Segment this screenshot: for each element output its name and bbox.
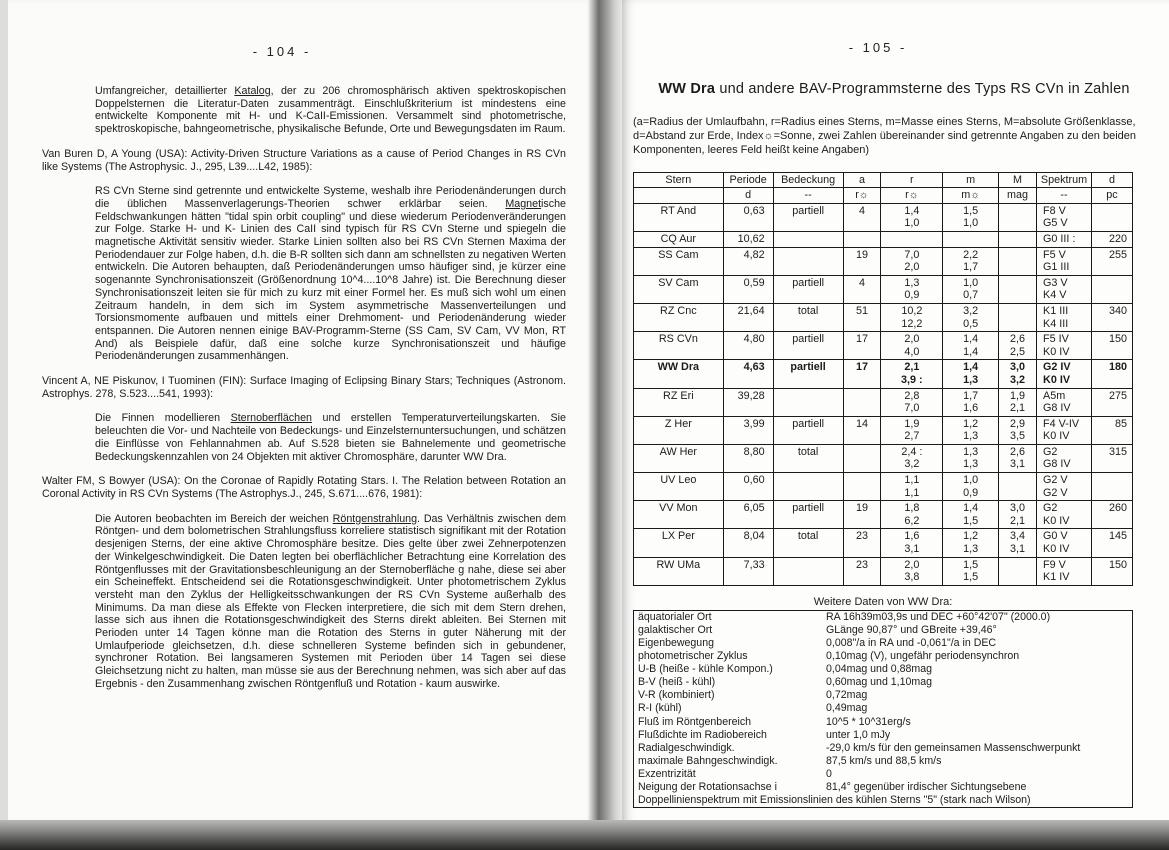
scan-left-edge — [0, 0, 8, 850]
table-cell — [773, 473, 843, 501]
star-row — [634, 444, 1133, 472]
detail-row — [634, 663, 1133, 676]
table-cell: 0,60 — [723, 473, 773, 501]
star-row — [634, 473, 1133, 501]
table-cell: 23 — [843, 529, 881, 557]
table-cell: partiell — [773, 416, 843, 444]
detail-value: 0,72mag — [826, 689, 868, 702]
table-cell: 1,9 2,7 — [881, 416, 943, 444]
table-cell: 2,6 3,1 — [999, 444, 1037, 472]
column-header: mag — [999, 188, 1037, 204]
column-header: a — [843, 172, 881, 188]
table-cell: 1,1 1,1 — [881, 473, 943, 501]
table-cell: 6,05 — [723, 501, 773, 529]
column-header: r☼ — [843, 188, 881, 204]
page-105 — [622, 0, 1169, 832]
table-cell: AW Her — [634, 444, 724, 472]
table-cell: 23 — [843, 557, 881, 585]
detail-label: Flußdichte im Radiobereich — [638, 728, 767, 741]
star-row — [634, 557, 1133, 585]
table-cell: F8 V G5 V — [1037, 203, 1092, 231]
table-cell: G0 III : — [1037, 231, 1092, 247]
page-104 — [8, 0, 596, 822]
star-row — [634, 388, 1133, 416]
table-cell: 1,3 1,3 — [943, 444, 999, 472]
star-row — [634, 247, 1133, 275]
table-cell: RT And — [634, 203, 724, 231]
table-cell: 2,8 7,0 — [881, 388, 943, 416]
table-cell: 1,4 1,0 — [881, 203, 943, 231]
table-cell: 1,4 1,5 — [943, 501, 999, 529]
table-cell: RZ Cnc — [634, 303, 724, 331]
detail-row — [634, 742, 1133, 755]
table-cell: 4,63 — [723, 360, 773, 388]
table-cell: 8,80 — [723, 444, 773, 472]
page-number-right: - 105 - — [848, 40, 908, 55]
table-cell — [881, 231, 943, 247]
star-row — [634, 203, 1133, 231]
table-cell — [773, 247, 843, 275]
table-cell: 10,62 — [723, 231, 773, 247]
detail-value: 0,10mag (V), ungefähr periodensynchron — [826, 650, 1020, 663]
table-cell: SS Cam — [634, 247, 724, 275]
table-cell: G3 V K4 V — [1037, 275, 1092, 303]
table-cell: G2 G8 IV — [1037, 444, 1092, 472]
detail-label: galaktischer Ort — [638, 623, 713, 636]
column-header: d — [723, 188, 773, 204]
table-cell — [773, 231, 843, 247]
table-cell: VV Mon — [634, 501, 724, 529]
column-header: Bedeckung — [773, 172, 843, 188]
table-cell: 4,80 — [723, 332, 773, 360]
underlined-term: Sternoberflächen — [230, 412, 312, 425]
stars-table — [633, 172, 1133, 586]
table-cell — [999, 303, 1037, 331]
table-cell: 51 — [843, 303, 881, 331]
table-cell: 7,33 — [723, 557, 773, 585]
detail-label: äquatorialer Ort — [638, 610, 712, 623]
detail-label: B-V (heiß - kühl) — [638, 676, 716, 689]
column-header: r — [881, 172, 943, 188]
table-title — [633, 81, 1155, 97]
paragraph — [95, 513, 566, 691]
table-cell: 17 — [843, 360, 881, 388]
table-cell: 2,1 3,9 : — [881, 360, 943, 388]
citation — [42, 148, 566, 173]
detail-row — [634, 729, 1133, 742]
table-cell — [943, 231, 999, 247]
table-cell: total — [773, 444, 843, 472]
table-cell: 1,3 0,9 — [881, 275, 943, 303]
table-cell: total — [773, 529, 843, 557]
table-cell: 1,5 1,5 — [943, 557, 999, 585]
table-cell: RZ Eri — [634, 388, 724, 416]
detail-row — [634, 624, 1133, 637]
star-row — [634, 275, 1133, 303]
column-header: r☼ — [881, 188, 943, 204]
table-cell — [1092, 203, 1133, 231]
text-run: Walter FM, S Bowyer (USA): On the Coronae of Rapidly Rotating Stars. I. The Relation between Rotation an Coronal Activity in RS CVn Systems (The Astrophys.J., 245, S.671....676, 1981): — [42, 475, 566, 500]
detail-value: 0 — [826, 767, 832, 780]
table-cell — [1092, 473, 1133, 501]
detail-value: unter 1,0 mJy — [826, 728, 891, 741]
table-legend: (a=Radius der Umlaufbahn, r=Radius eines Sterns, m=Masse eines Sterns, M=absolute Größenklasse, d=Abstand zur Erde, Index☼=Sonne, zwei Zahlen übereinander sind getrennte Angaben zu den beiden Komponenten, leeres Feld heißt keine Angaben) — [633, 116, 1136, 157]
table-cell: 145 — [1092, 529, 1133, 557]
text-run: RS CVn Sterne sind getrennte und entwickelte Systeme, weshalb ihre Periodenänderungen durch die üblichen Massenverlagerungs-Theorien schwer erklärbar seien. — [95, 185, 566, 210]
details-heading: Weitere Daten von WW Dra: — [813, 595, 953, 608]
text-run: Umfangreicher, detaillierter — [95, 85, 235, 97]
detail-label: photometrischer Zyklus — [638, 650, 748, 663]
table-cell — [999, 247, 1037, 275]
table-cell — [843, 388, 881, 416]
table-cell — [843, 473, 881, 501]
table-cell: F9 V K1 IV — [1037, 557, 1092, 585]
table-cell: G2 IV K0 IV — [1037, 360, 1092, 388]
citation — [42, 475, 566, 500]
column-header: -- — [1037, 188, 1092, 204]
table-cell: UV Leo — [634, 473, 724, 501]
table-cell: 2,9 3,5 — [999, 416, 1037, 444]
detail-label: V-R (kombiniert) — [638, 689, 715, 702]
table-cell: 2,2 1,7 — [943, 247, 999, 275]
table-cell: 260 — [1092, 501, 1133, 529]
table-cell: A5m G8 IV — [1037, 388, 1092, 416]
star-row — [634, 416, 1133, 444]
text-run: Van Buren D, A Young (USA): Activity-Driven Structure Variations as a cause of Period Changes in RS CVn like Systems (The Astrophysic. J., 295, L39....L42, 1985): — [42, 147, 566, 173]
detail-label: Neigung der Rotationsachse i — [638, 781, 777, 794]
table-cell: 2,0 4,0 — [881, 332, 943, 360]
table-cell — [773, 388, 843, 416]
table-cell: 3,0 2,1 — [999, 501, 1037, 529]
detail-row — [634, 676, 1133, 689]
text-run: . Das Verhältnis zwischen dem Röntgen- und dem bolometrischen Strahlungsfluss korreliere statistisch signifikant mit der Rotation desjenigen Sterns, der eine aktive Chromosphäre besitze. Dies gelte über zwei Zehnerpotenzen der Winkelgeschwindigkeit. Die Daten legten bei oberflächlicher Betrachtung eine Korrelation des Röntgenflusses mit der Gravitationsbeschleunigung an der Sternoberfläche g nahe, diese sei aber ein Scheineffekt. Entscheidend sei die Rotationsgeschwindigkeit. Unter photometrischem Zyklus versteht man den Zyklus der Helligkeitsschwankungen der RS CVn Systeme außerhalb des Minimums. Da man diese als Effekte von Flecken interpretiere, die sich mit dem Stern drehen, lasse sich aus ihnen die Rotationsgeschwindigkeit des Sterns direkt ableiten. Bei Sternen mit Perioden unter 14 Tagen könne man die Rotation des Sterns in guter Näherung mit der Umlaufperiode gleichsetzen, d.h. diese schnelleren Systeme befinden sich in gebundener, synchroner Rotation. Bei langsameren Systemen mit Perioden über 14 Tagen sei diese Gleichsetzung nicht zu halten, man müsse sie aus der Berechnung nehmen, was sich aber auf das Ergebnis - den Zusammenhang zwischen Röntgenfluß und Rotation - kaum auswirke. — [95, 512, 566, 690]
underlined-term: Katalog — [234, 85, 271, 97]
table-cell: 3,0 3,2 — [999, 360, 1037, 388]
table-cell: 275 — [1092, 388, 1133, 416]
star-row — [634, 501, 1133, 529]
detail-value: RA 16h39m03,9s und DEC +60°42'07" (2000.0) — [826, 610, 1051, 623]
paragraph — [95, 412, 566, 463]
table-cell: K1 III K4 III — [1037, 303, 1092, 331]
detail-row — [634, 637, 1133, 650]
table-cell: 1,7 1,6 — [943, 388, 999, 416]
table-cell — [773, 557, 843, 585]
unit-row — [634, 188, 1133, 204]
detail-value: 0,49mag — [826, 702, 868, 715]
detail-footer-row — [634, 794, 1133, 808]
table-cell: partiell — [773, 360, 843, 388]
table-cell: 315 — [1092, 444, 1133, 472]
column-header: -- — [773, 188, 843, 204]
left-page-text — [8, 59, 596, 691]
detail-label: Radialgeschwindigk. — [638, 741, 735, 754]
column-header: Periode — [723, 172, 773, 188]
scan-bottom-shadow — [0, 820, 1169, 850]
detail-value: -29,0 km/s für den gemeinsamen Massenschwerpunkt — [826, 741, 1081, 754]
text-run: Vincent A, NE Piskunov, I Tuominen (FIN): Surface Imaging of Eclipsing Binary Stars; Techniques (Astronom. Astrophys. 278, S.523....541, 1993): — [42, 375, 566, 400]
detail-label: U-B (heiße - kühle Kompon.) — [638, 663, 773, 676]
table-cell: 1,5 1,0 — [943, 203, 999, 231]
text-run: , der zu 206 chromosphärisch aktiven spektroskopischen Doppelsternen die Literatur-Daten zusammenträgt. Einschlußkriterium ist mindestens eine entwickelte Komponente mit H- und K-CaII-Emissionen. Versammelt sind photometrische, spektroskopische, bahngeometrische, physikalische Befunde, Orte und Bewegungsdaten im Raum. — [95, 85, 566, 136]
detail-label: Eigenbewegung — [638, 637, 714, 650]
column-header: m☼ — [943, 188, 999, 204]
table-cell: 2,0 3,8 — [881, 557, 943, 585]
detail-value: 0,008"/a in RA und -0,061"/a in DEC — [826, 637, 997, 650]
detail-label: maximale Bahngeschwindigk. — [638, 754, 778, 767]
table-cell: total — [773, 303, 843, 331]
table-cell: 1,8 6,2 — [881, 501, 943, 529]
table-cell: 0,59 — [723, 275, 773, 303]
text-run: Die Autoren beobachten im Bereich der weichen — [95, 512, 333, 525]
book-gutter-shadow — [588, 0, 626, 832]
detail-value: 0,04mag und 0,88mag — [826, 663, 933, 676]
paragraph — [95, 85, 566, 136]
table-cell — [999, 203, 1037, 231]
detail-label: Exzentrizität — [638, 767, 696, 780]
table-cell: 85 — [1092, 416, 1133, 444]
table-cell: CQ Aur — [634, 231, 724, 247]
table-cell: 1,4 1,4 — [943, 332, 999, 360]
detail-row — [634, 781, 1133, 794]
ww-dra-details-table — [633, 610, 1133, 808]
table-cell: 2,6 2,5 — [999, 332, 1037, 360]
table-cell: 1,2 1,3 — [943, 416, 999, 444]
column-header: Stern — [634, 172, 724, 188]
table-cell: F5 V G1 III — [1037, 247, 1092, 275]
page-number-left: - 104 - — [252, 44, 312, 59]
underlined-term: Magnet — [505, 197, 542, 210]
column-header: Spektrum — [1037, 172, 1092, 188]
table-cell: 180 — [1092, 360, 1133, 388]
detail-row — [634, 650, 1133, 663]
table-cell: 19 — [843, 501, 881, 529]
detail-label: R-I (kühl) — [638, 702, 682, 715]
table-cell: 1,6 3,1 — [881, 529, 943, 557]
star-row — [634, 360, 1133, 388]
table-cell: partiell — [773, 332, 843, 360]
table-cell: partiell — [773, 275, 843, 303]
text-run: und erstellen Temperaturverteilungskarten. Sie beleuchten die Vor- und Nachteile von Bedeckungs- und Einzelsternuntersuchungen, und schätzen die Einflüsse von Fehlannahmen ab. Auf S.528 bieten sie Bahnelemente und geometrische Bedeckungskennzahlen von 24 Objekten mit aktiver Chromosphäre, darunter WW Dra. — [95, 412, 566, 463]
table-cell: 255 — [1092, 247, 1133, 275]
column-header: m — [943, 172, 999, 188]
table-cell: 1,2 1,3 — [943, 529, 999, 557]
table-cell: 3,99 — [723, 416, 773, 444]
table-cell: 1,0 0,9 — [943, 473, 999, 501]
table-cell: partiell — [773, 203, 843, 231]
table-cell: 3,2 0,5 — [943, 303, 999, 331]
table-cell: F5 IV K0 IV — [1037, 332, 1092, 360]
table-cell: LX Per — [634, 529, 724, 557]
table-cell — [999, 275, 1037, 303]
table-cell: 0,63 — [723, 203, 773, 231]
table-cell: 17 — [843, 332, 881, 360]
detail-value: 87,5 km/s und 88,5 km/s — [826, 754, 942, 767]
detail-row — [634, 716, 1133, 729]
detail-row — [634, 702, 1133, 715]
table-title-rest: und andere BAV-Programmsterne des Typs RS CVn in Zahlen — [715, 81, 1130, 97]
column-header: M — [999, 172, 1037, 188]
detail-row — [634, 768, 1133, 781]
table-cell: 150 — [1092, 557, 1133, 585]
table-cell: 4 — [843, 275, 881, 303]
table-title-star: WW Dra — [658, 81, 716, 97]
detail-value: 0,60mag und 1,10mag — [826, 676, 933, 689]
header-row — [634, 172, 1133, 188]
table-cell: SV Cam — [634, 275, 724, 303]
column-header: d — [1092, 172, 1133, 188]
table-cell: 150 — [1092, 332, 1133, 360]
right-page-content — [622, 81, 1169, 808]
table-cell: F4 V-IV K0 IV — [1037, 416, 1092, 444]
table-cell: 8,04 — [723, 529, 773, 557]
table-cell: 340 — [1092, 303, 1133, 331]
detail-label: Fluß im Röntgenbereich — [638, 715, 752, 728]
table-cell: 7,0 2,0 — [881, 247, 943, 275]
table-cell: 2,4 : 3,2 — [881, 444, 943, 472]
table-cell: Z Her — [634, 416, 724, 444]
table-cell: 1,4 1,3 — [943, 360, 999, 388]
table-cell: G2 K0 IV — [1037, 501, 1092, 529]
detail-value: GLänge 90,87° und GBreite +39,46° — [826, 623, 997, 636]
table-cell: 4 — [843, 203, 881, 231]
table-cell: WW Dra — [634, 360, 724, 388]
table-cell — [843, 444, 881, 472]
table-cell: 21,64 — [723, 303, 773, 331]
table-cell — [999, 557, 1037, 585]
table-cell — [1092, 275, 1133, 303]
column-header — [634, 188, 724, 204]
star-row — [634, 231, 1133, 247]
table-cell — [843, 231, 881, 247]
detail-row — [634, 610, 1133, 624]
star-row — [634, 303, 1133, 331]
table-cell: 39,28 — [723, 388, 773, 416]
star-row — [634, 529, 1133, 557]
detail-value: 10^5 * 10^31erg/s — [826, 715, 911, 728]
table-cell: RS CVn — [634, 332, 724, 360]
table-cell: G2 V G2 V — [1037, 473, 1092, 501]
text-run: Die Finnen modellieren — [95, 412, 231, 425]
detail-value: 81,4° gegenüber irdischer Sichtungsebene — [826, 781, 1027, 794]
table-cell — [999, 473, 1037, 501]
citation — [42, 375, 566, 400]
table-cell: 4,82 — [723, 247, 773, 275]
table-cell: 19 — [843, 247, 881, 275]
table-cell — [999, 231, 1037, 247]
table-cell: RW UMa — [634, 557, 724, 585]
underlined-term: Röntgenstrahlung — [332, 512, 418, 525]
table-cell: 1,0 0,7 — [943, 275, 999, 303]
star-row — [634, 332, 1133, 360]
table-cell: partiell — [773, 501, 843, 529]
table-cell: 220 — [1092, 231, 1133, 247]
paragraph — [95, 185, 566, 363]
text-run: ische Feldschwankungen hätten "tidal spin orbit coupling" und diese wiederum Periodenveränderungen zur Folge. Starke H- und K- Linien des CaII sind typisch für RS CVn Sterne und spiegeln die magnetische Aktivität sensitiv wieder. Starke Linien sollten also bei RS CVn Sternen Maxima der Periodendauer zur Folge haben, d.h. die B-R sollten sich dann am schnellsten zu negativen Werten entwickeln. Die Autoren behaupten, daß Periodenänderungen umso häufiger sind, je kürzer eine sogenannte Synchronisationszeit (Größenordnung 10^4....10^8 Jahre) ist. Die Berechnung dieser Synchronisationszeit leiten sie für mich zu kurz mit einer Formel her. Es muß sich wohl um einen Zeitraum handeln, in dem sich im System asymmetrische Massenverteilungen und Torsionsmomente aufbauen und mittels einer Drehmoment- und Periodenänderung wieder entspannen. Die Autoren nennen einige BAV-Programm-Sterne (SS Cam, SV Cam, VV Mon, RT And) als Beispiele dafür, daß eine solche kurze Synchronisationszeit und häufige Periodenänderungen zusammenhängen. — [95, 197, 566, 363]
detail-footer: Doppellinienspektrum mit Emissionslinien des kühlen Sterns "5" (stark nach Wilson) — [638, 794, 1031, 807]
table-cell: G0 V K0 IV — [1037, 529, 1092, 557]
table-cell: 14 — [843, 416, 881, 444]
table-cell: 1,9 2,1 — [999, 388, 1037, 416]
column-header: pc — [1092, 188, 1133, 204]
detail-row — [634, 689, 1133, 702]
table-cell: 3,4 3,1 — [999, 529, 1037, 557]
detail-row — [634, 755, 1133, 768]
table-cell: 10,2 12,2 — [881, 303, 943, 331]
